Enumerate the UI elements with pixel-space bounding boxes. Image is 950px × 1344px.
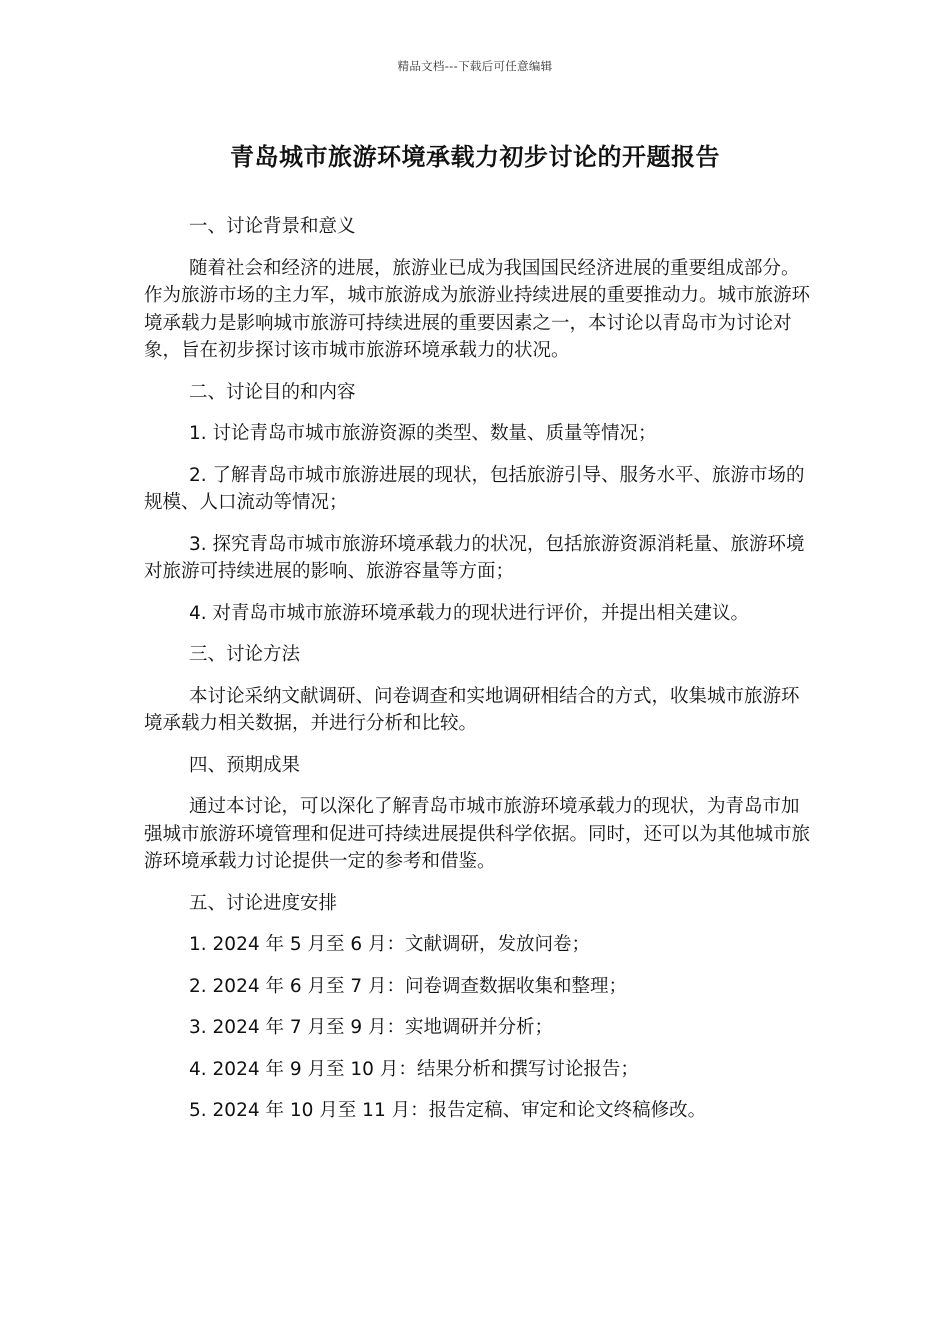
document-body <box>144 213 810 1139</box>
objective-item-3: 3. 探究青岛市城市旅游环境承载力的状况，包括旅游资源消耗量、旅游环境对旅游可持续进展的影响、旅游容量等方面； <box>144 533 805 582</box>
section-heading-outcomes: 四、预期成果 <box>189 754 301 776</box>
schedule-item-3: 3. 2024 年 7 月至 9 月：实地调研并分析； <box>189 1017 554 1038</box>
paragraph-background: 随着社会和经济的进展，旅游业已成为我国国民经济进展的重要组成部分。作为旅游市场的主力军，城市旅游成为旅游业持续进展的重要推动力。城市旅游环境承载力是影响城市旅游可持续进展的重要因素之一，本讨论以青岛市为讨论对象，旨在初步探讨该市城市旅游环境承载力的状况。 <box>144 257 811 361</box>
schedule-item-2: 2. 2024 年 6 月至 7 月：问卷调查数据收集和整理； <box>189 975 628 997</box>
section-heading-schedule: 五、讨论进度安排 <box>189 892 338 914</box>
section-heading-background: 一、讨论背景和意义 <box>189 216 356 237</box>
document-title: 青岛城市旅游环境承载力初步讨论的开题报告 <box>230 143 720 171</box>
page-header: 精品文档---下载后可任意编辑 <box>397 59 553 73</box>
paragraph-outcomes: 通过本讨论，可以深化了解青岛市城市旅游环境承载力的现状，为青岛市加强城市旅游环境管理和促进可持续进展提供科学依据。同时，还可以为其他城市旅游环境承载力讨论提供一定的参考和借鉴。 <box>144 796 811 872</box>
schedule-item-1: 1. 2024 年 5 月至 6 月：文献调研，发放问卷； <box>189 934 591 955</box>
section-heading-methods: 三、讨论方法 <box>189 644 301 665</box>
objective-item-2: 2. 了解青岛市城市旅游进展的现状，包括旅游引导、服务水平、旅游市场的规模、人口流动等情况； <box>144 464 805 513</box>
objective-item-1: 1. 讨论青岛市城市旅游资源的类型、数量、质量等情况； <box>189 423 657 444</box>
section-heading-objectives: 二、讨论目的和内容 <box>189 381 356 403</box>
schedule-item-4: 4. 2024 年 9 月至 10 月：结果分析和撰写讨论报告； <box>189 1058 639 1080</box>
objective-item-4: 4. 对青岛市城市旅游环境承载力的现状进行评价，并提出相关建议。 <box>189 602 750 624</box>
paragraph-methods: 本讨论采纳文献调研、问卷调查和实地调研相结合的方式，收集城市旅游环境承载力相关数据，并进行分析和比较。 <box>144 685 800 734</box>
schedule-item-5: 5. 2024 年 10 月至 11 月：报告定稿、审定和论文终稿修改。 <box>189 1100 707 1121</box>
